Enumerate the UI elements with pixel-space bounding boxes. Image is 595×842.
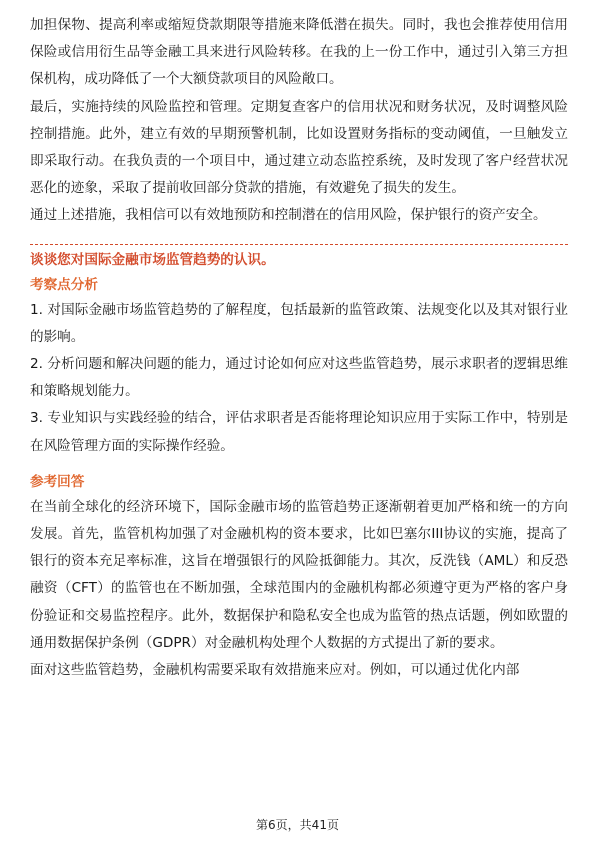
analysis-item: 2. 分析问题和解决问题的能力，通过讨论如何应对这些监管趋势，展示求职者的逻辑思维和策略规划能力。	[30, 356, 568, 400]
page-number: 第6页，共41页	[256, 818, 339, 832]
document-page	[30, 12, 568, 684]
intro-paragraph: 通过上述措施，我相信可以有效地预防和控制潜在的信用风险，保护银行的资产安全。	[30, 207, 547, 224]
spacer	[30, 460, 568, 470]
analysis-item: 1. 对国际金融市场监管趋势的了解程度，包括最新的监管政策、法规变化以及其对银行业的影响。	[30, 301, 568, 345]
reference-paragraph: 在当前全球化的经济环境下，国际金融市场的监管趋势正逐渐朝着更加严格和统一的方向发展。首先，监管机构加强了对金融机构的资本要求，比如巴塞尔III协议的实施，提高了银行的资本充足率标准，这旨在增强银行的风险抵御能力。其次，反洗钱（AML）和反恐融资（CFT）的监管也在不断加强，全球范围内的金融机构都必须遵守更为严格的客户身份验证和交易监控程序。此外，数据保护和隐私安全也成为监管的热点话题，例如欧盟的通用数据保护条例（GDPR）对金融机构处理个人数据的方式提出了新的要求。	[30, 498, 568, 651]
question-heading: 谈谈您对国际金融市场监管趋势的认识。	[30, 251, 275, 268]
analysis-item: 3. 专业知识与实践经验的结合，评估求职者是否能将理论知识应用于实际工作中，特别是在风险管理方面的实际操作经验。	[30, 410, 568, 454]
reference-paragraph: 面对这些监管趋势，金融机构需要采取有效措施来应对。例如，可以通过优化内部	[30, 662, 520, 679]
intro-paragraph: 加担保物、提高利率或缩短贷款期限等措施来降低潜在损失。同时，我也会推荐使用信用保险或信用衍生品等金融工具来进行风险转移。在我的上一份工作中，通过引入第三方担保机构，成功降低了一个大额贷款项目的风险敞口。	[30, 17, 568, 88]
analysis-title: 考察点分析	[30, 276, 98, 293]
section-divider	[30, 244, 568, 245]
intro-paragraph: 最后，实施持续的风险监控和管理。定期复查客户的信用状况和财务状况，及时调整风险控制措施。此外，建立有效的早期预警机制，比如设置财务指标的变动阈值，一旦触发立即采取行动。在我负责的一个项目中，通过建立动态监控系统，及时发现了客户经营状况恶化的迹象，采取了提前收回部分贷款的措施，有效避免了损失的发生。	[30, 98, 568, 197]
reference-title: 参考回答	[30, 473, 85, 490]
